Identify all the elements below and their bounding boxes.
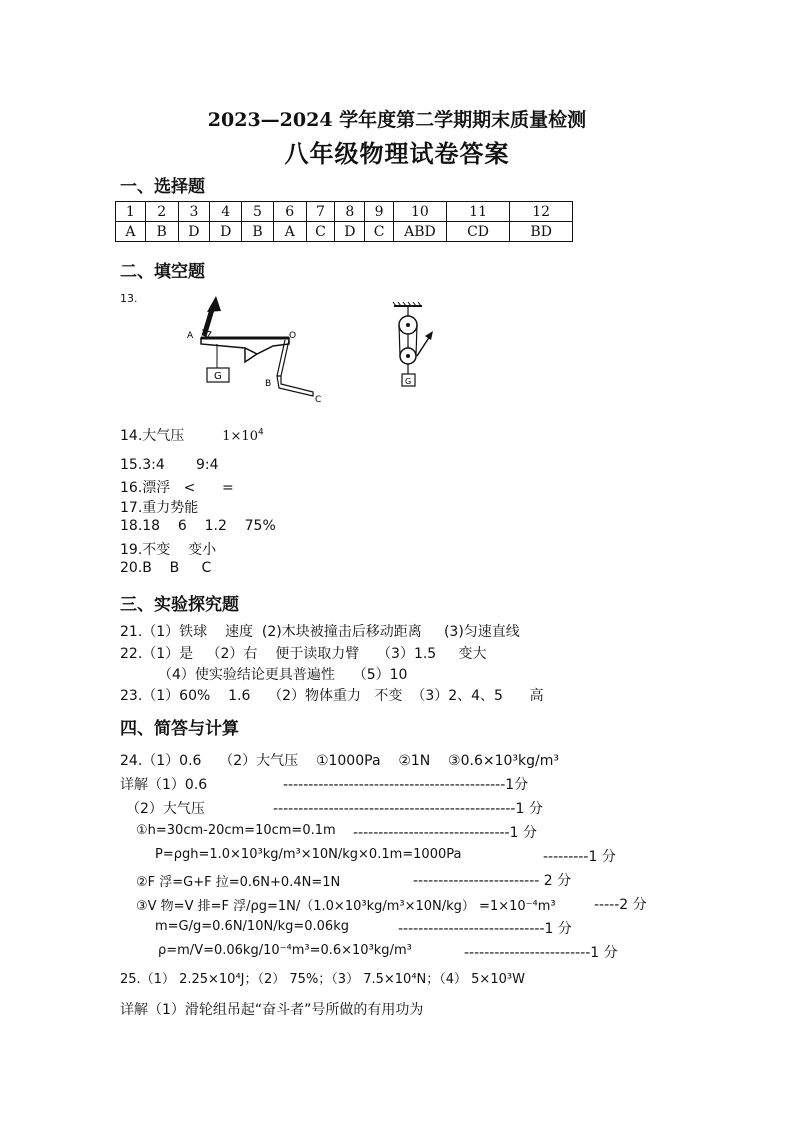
section-heading-fill: 二、填空题 <box>120 262 205 282</box>
answer-19: 19.不变 变小 <box>120 542 217 558</box>
question-number: 1 <box>116 202 146 222</box>
lever-diagram <box>185 292 325 404</box>
detail-step-5: ②F 浮=G+F 拉=0.6N+0.4N=1N <box>136 875 341 890</box>
pull-force-arrowhead <box>425 331 433 340</box>
detail-step-4-score: ---------1 分 <box>543 849 616 865</box>
question-number: 10 <box>394 202 447 222</box>
detail-step-1-score: --------------------------------------------1分 <box>283 777 529 793</box>
question-number: 8 <box>335 202 365 222</box>
answer-sheet-title: 八年级物理试卷答案 <box>284 139 510 168</box>
question-13-label: 13. <box>120 292 138 305</box>
answer-21: 21.（1）铁球 速度 (2)木块被撞击后移动距离 (3)匀速直线 <box>120 624 520 640</box>
question-number: 11 <box>446 202 510 222</box>
answer-cell: D <box>335 222 365 242</box>
answer-14-b: 1×10 <box>222 429 258 444</box>
answer-20: 20.B B C <box>120 560 212 576</box>
detail-step-4: P=ρgh=1.0×10³kg/m³×10N/kg×0.1m=1000Pa <box>155 847 462 862</box>
answer-cell: C <box>365 222 394 242</box>
detail-step-3: ①h=30cm-20cm=10cm=0.1m <box>136 823 336 838</box>
pull-force-line <box>417 336 430 356</box>
answer-22: 22.（1）是 （2）右 便于读取力臂 （3）1.5 变大 <box>120 646 487 662</box>
answer-14 <box>120 425 264 445</box>
lever-notch <box>245 348 257 362</box>
pulley-weight-label: G <box>405 377 412 386</box>
label-b: B <box>265 379 272 389</box>
answer-cell: C <box>306 222 335 242</box>
table-row-numbers <box>116 202 573 222</box>
force-arrow-head <box>207 296 221 312</box>
answer-14-exponent: 4 <box>257 427 264 438</box>
section-heading-experiment: 三、实验探究题 <box>120 595 239 615</box>
answer-24: 24.（1）0.6 （2）大气压 ①1000Pa ②1N ③0.6×10³kg/m³ <box>120 753 559 769</box>
answer-cell: BD <box>510 222 573 242</box>
weight-label-g: G <box>214 371 222 382</box>
rod-bc <box>277 376 313 396</box>
label-c: C <box>315 395 322 404</box>
fixed-pulley-axle <box>406 323 410 327</box>
detail-step-6-score: -----2 分 <box>594 897 647 913</box>
answer-25: 25.（1） 2.25×10⁴J；（2） 75%；（3） 7.5×10⁴N；（4） 5×10³W <box>120 972 525 987</box>
question-number: 7 <box>306 202 335 222</box>
answer-14-a: 14.大气压 <box>120 428 185 444</box>
label-o: O <box>289 331 297 341</box>
choice-answer-table <box>115 201 573 242</box>
question-number: 6 <box>273 202 306 222</box>
answer-22-continued: （4）使实验结论更具普遍性 （5）10 <box>158 667 408 683</box>
answer-18: 18.18 6 1.2 75% <box>120 518 276 534</box>
question-number: 5 <box>242 202 274 222</box>
answer-cell: B <box>242 222 274 242</box>
question-number: 3 <box>178 202 210 222</box>
table-row-answers <box>116 222 573 242</box>
exam-title: 2023—2024 学年度第二学期期末质量检测 <box>207 109 587 131</box>
label-a: A <box>187 331 194 341</box>
question-number: 9 <box>365 202 394 222</box>
answer-25-detail: 详解（1）滑轮组吊起“奋斗者”号所做的有用功为 <box>120 1002 424 1018</box>
detail-step-3-score: -------------------------------1 分 <box>353 825 537 841</box>
pulley-diagram <box>390 302 440 402</box>
detail-step-7-score: -----------------------------1 分 <box>398 921 572 937</box>
answer-17: 17.重力势能 <box>120 500 199 516</box>
section-heading-choice: 一、选择题 <box>120 177 205 197</box>
movable-pulley-axle <box>406 354 410 358</box>
answer-cell: A <box>116 222 146 242</box>
answer-cell: D <box>210 222 242 242</box>
detail-step-5-score: ------------------------- 2 分 <box>413 873 572 889</box>
detail-step-2-score: ------------------------------------------------1 分 <box>273 801 543 817</box>
section-heading-calculation: 四、简答与计算 <box>120 719 239 739</box>
answer-15: 15.3:4 9:4 <box>120 457 219 473</box>
detail-step-8-score: -------------------------1 分 <box>464 945 618 961</box>
answer-23: 23.（1）60% 1.6 （2）物体重力 不变 （3）2、4、5 高 <box>120 688 544 704</box>
question-number: 12 <box>510 202 573 222</box>
detail-step-8: ρ=m/V=0.06kg/10⁻⁴m³=0.6×10³kg/m³ <box>158 943 412 958</box>
answer-16: 16.漂浮 < = <box>120 480 234 496</box>
detail-step-6: ③V 物=V 排=F 浮/ρg=1N/（1.0×10³kg/m³×10N/kg） =1×10⁻⁴m³ <box>136 899 556 914</box>
detail-step-7: m=G/g=0.6N/10N/kg=0.06kg <box>155 919 349 934</box>
question-number: 4 <box>210 202 242 222</box>
answer-cell: B <box>145 222 178 242</box>
detail-step-2: （2）大气压 <box>126 801 205 817</box>
answer-cell: D <box>178 222 210 242</box>
answer-cell: CD <box>446 222 510 242</box>
answer-cell: ABD <box>394 222 447 242</box>
detail-step-1: 详解（1）0.6 <box>120 777 208 793</box>
question-number: 2 <box>145 202 178 222</box>
answer-cell: A <box>273 222 306 242</box>
